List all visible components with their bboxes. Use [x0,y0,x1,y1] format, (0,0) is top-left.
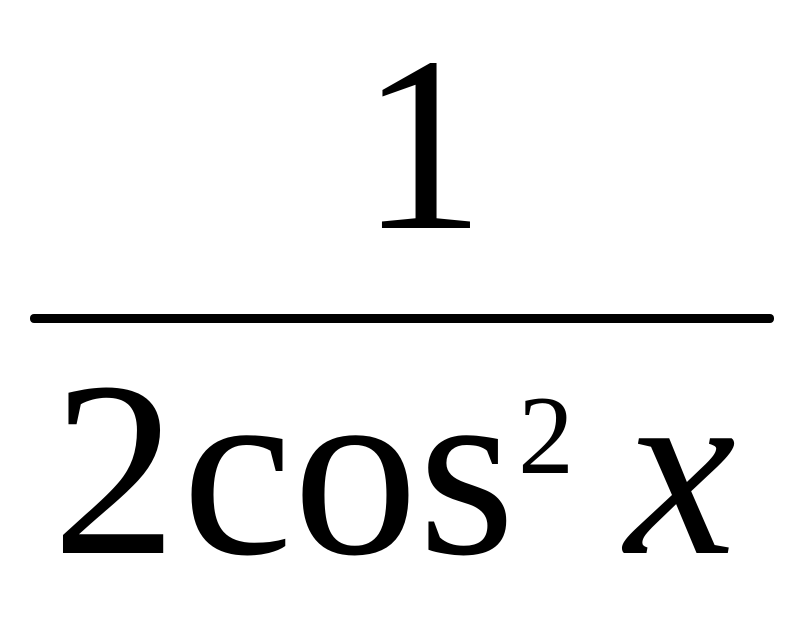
numerator: 1 [360,6,485,283]
denominator-coefficient: 2 [52,331,177,608]
denominator-function: cos [182,331,516,608]
denominator-variable: x [625,331,736,608]
fraction-bar [30,314,774,323]
denominator-exponent: 2 [518,374,574,498]
